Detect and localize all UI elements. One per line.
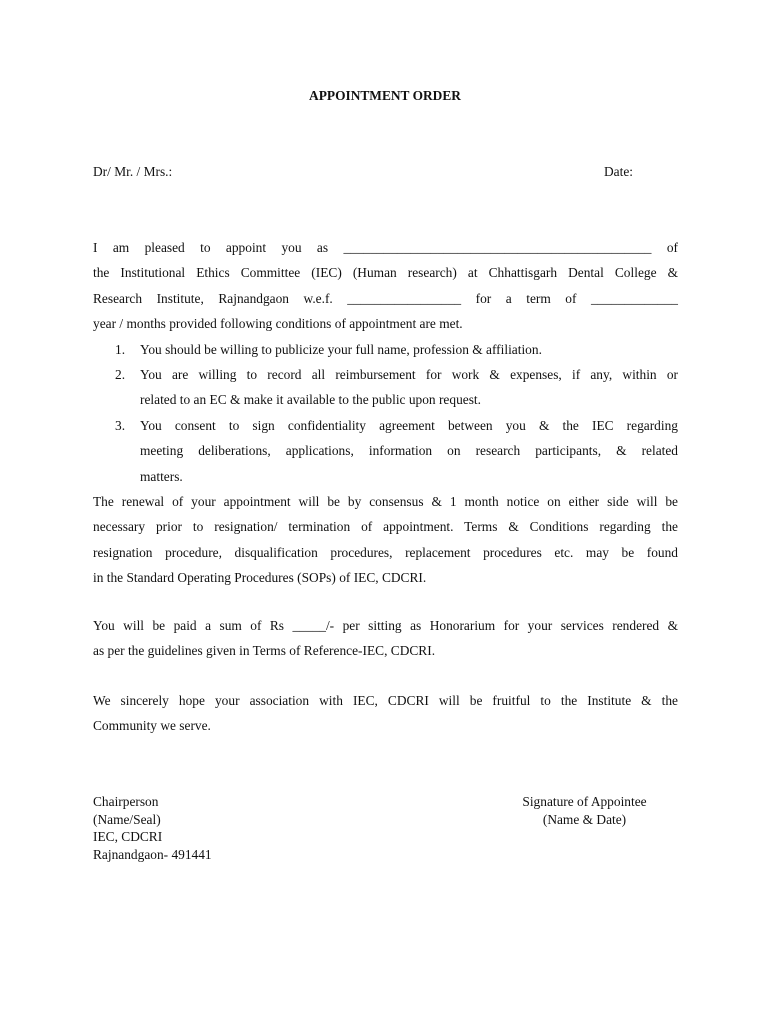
renewal-line: necessary prior to resignation/ termination of appointment. Terms & Conditions regarding the [93,519,678,535]
renewal-line: in the Standard Operating Procedures (SOPs) of IEC, CDCRI. [93,570,427,586]
closing-line: We sincerely hope your association with IEC, CDCRI will be fruitful to the Institute & the [93,693,678,708]
condition-item [93,413,678,489]
intro-paragraph [93,235,678,591]
condition-number: 1. [115,341,126,357]
appointee-signature-block [512,793,657,828]
signature-left-line: Chairperson [93,794,159,809]
condition-line: You are willing to record all reimbursement for work & expenses, if any, within or [140,367,678,383]
conditions-list [93,337,678,489]
condition-item [93,362,678,413]
signature-left-line: Rajnandgaon- 491441 [93,846,212,862]
condition-item [93,337,678,362]
intro-line: Research Institute, Rajnandgaon w.e.f. _________________ for a term of _____________ [93,290,678,306]
condition-number: 2. [115,367,126,383]
intro-line: the Institutional Ethics Committee (IEC) (Human research) at Chhattisgarh Dental College & [93,265,678,281]
signature-left-line: (Name/Seal) [93,811,161,827]
date-label: Date: [604,164,633,179]
closing-paragraph [93,688,678,739]
condition-line: meeting deliberations, applications, information on research participants, & related [140,443,678,459]
salutation: Dr/ Mr. / Mrs.: [93,164,173,179]
signature-left-line: IEC, CDCRI [93,829,163,844]
honorarium-line: as per the guidelines given in Terms of Reference-IEC, CDCRI. [93,643,436,659]
condition-line: You consent to sign confidentiality agreement between you & the IEC regarding [140,417,678,433]
honorarium-line: You will be paid a sum of Rs _____/- per sitting as Honorarium for your services rendered & [93,618,678,633]
signature-right-line: (Name & Date) [542,811,627,827]
document-title: APPOINTMENT ORDER [309,88,461,103]
intro-line: I am pleased to appoint you as ______________________________________________ of [93,240,678,255]
condition-line: You should be willing to publicize your full name, profession & affiliation. [140,341,542,357]
renewal-line: The renewal of your appointment will be by consensus & 1 month notice on either side will be [93,494,678,510]
signature-right-line: Signature of Appointee [522,794,647,809]
condition-line: matters. [140,468,183,484]
condition-line: related to an EC & make it available to the public upon request. [140,392,481,408]
honorarium-paragraph [93,613,678,664]
chairperson-signature-block [93,793,212,863]
closing-line: Community we serve. [93,718,211,734]
condition-number: 3. [115,417,126,433]
intro-line: year / months provided following conditions of appointment are met. [93,316,463,332]
renewal-line: resignation procedure, disqualification procedures, replacement procedures etc. may be found [93,544,678,560]
